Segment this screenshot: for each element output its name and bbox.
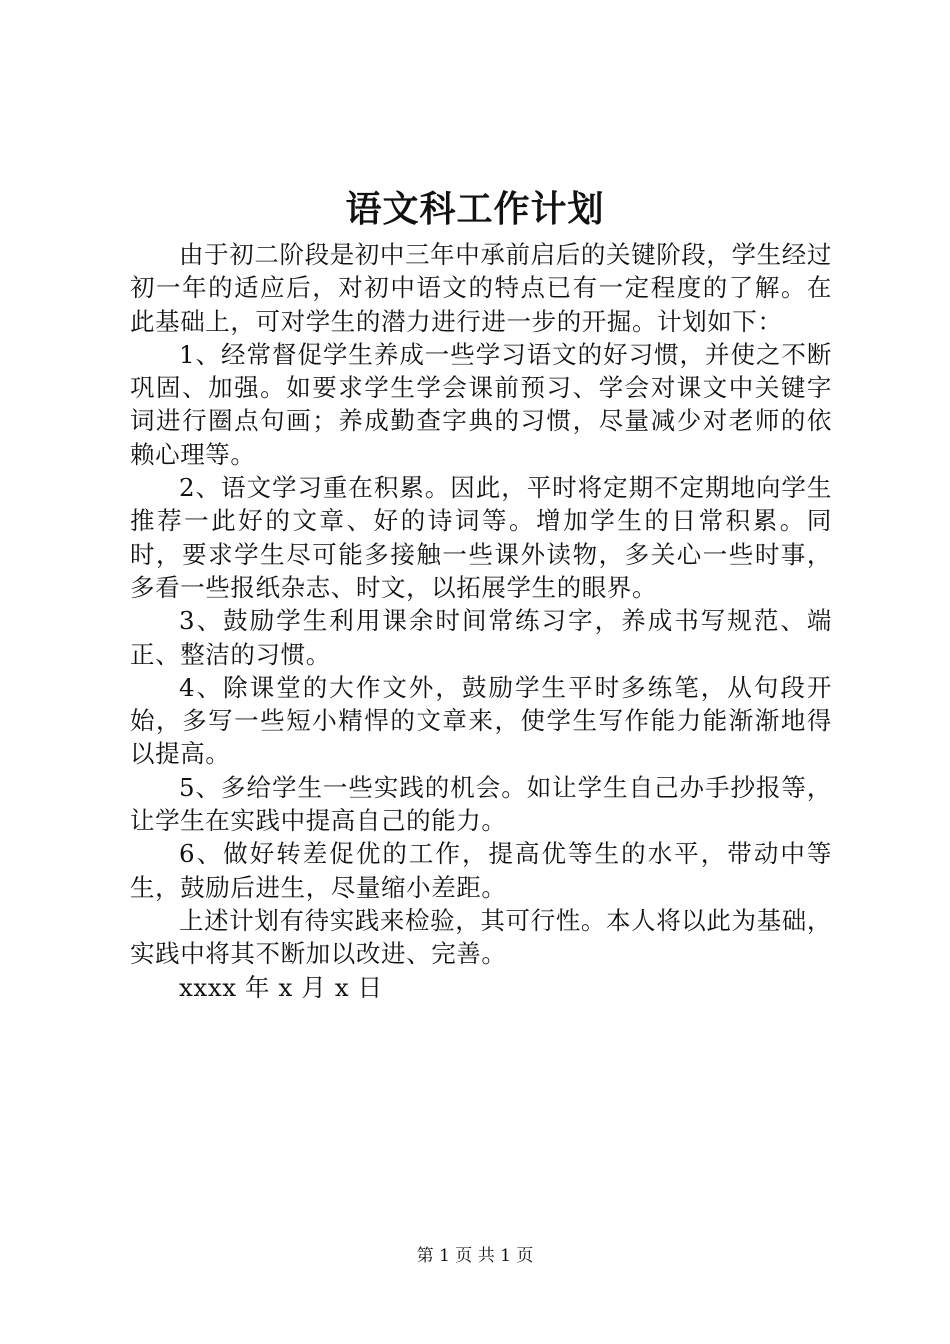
document-title: 语文科工作计划 xyxy=(345,188,605,230)
plan-item-4: 4、除课堂的大作文外，鼓励学生平时多练笔，从句段开始，多写一些短小精悍的文章来，使学生写作能力能渐渐地得以提高。 xyxy=(130,672,832,769)
plan-item-1: 1、经常督促学生养成一些学习语文的好习惯，并使之不断巩固、加强。如要求学生学会课前预习、学会对课文中关键字词进行圈点句画；养成勤查字典的习惯，尽量减少对老师的依赖心理等。 xyxy=(130,339,832,469)
document-body xyxy=(130,238,832,1004)
plan-item-3: 3、鼓励学生利用课余时间常练习字，养成书写规范、端正、整洁的习惯。 xyxy=(130,606,832,669)
intro-paragraph: 由于初二阶段是初中三年中承前启后的关键阶段，学生经过初一年的适应后，对初中语文的特点已有一定程度的了解。在此基础上，可对学生的潜力进行进一步的开掘。计划如下： xyxy=(130,240,832,336)
closing-paragraph: 上述计划有待实践来检验，其可行性。本人将以此为基础，实践中将其不断加以改进、完善。 xyxy=(130,905,832,969)
page-footer: 第 1 页 共 1 页 xyxy=(416,1246,534,1266)
plan-item-6: 6、做好转差促优的工作，提高优等生的水平，带动中等生，鼓励后进生，尽量缩小差距。 xyxy=(130,839,832,902)
document-date: xxxx 年 x 月 x 日 xyxy=(179,972,383,1002)
plan-item-2: 2、语文学习重在积累。因此，平时将定期不定期地向学生推荐一此好的文章、好的诗词等。增加学生的日常积累。同时，要求学生尽可能多接触一些课外读物，多关心一些时事，多看一些报纸杂志、时文，以拓展学生的眼界。 xyxy=(130,473,832,602)
plan-item-5: 5、多给学生一些实践的机会。如让学生自己办手抄报等，让学生在实践中提高自己的能力。 xyxy=(130,772,832,836)
